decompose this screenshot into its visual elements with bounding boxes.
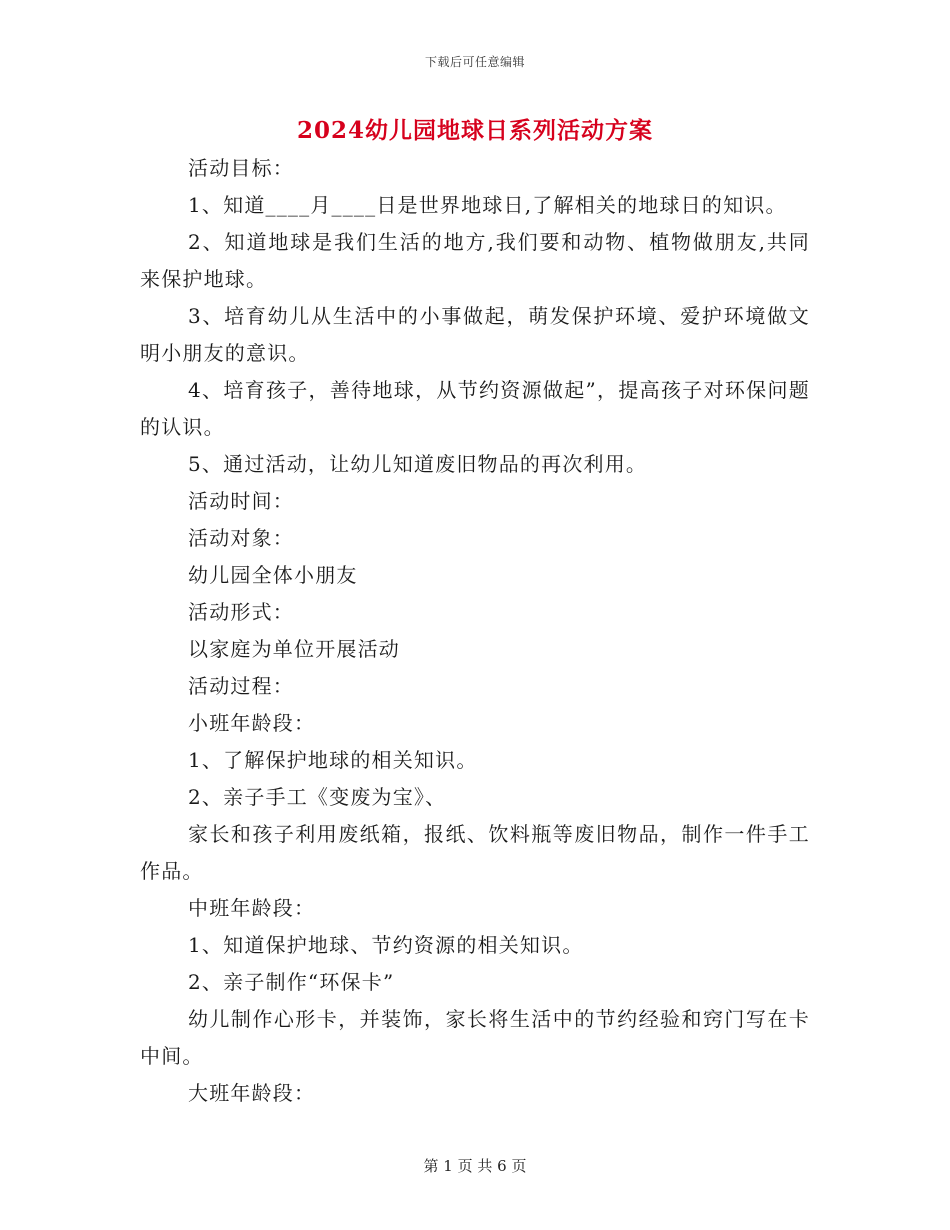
paragraph: 家长和孩子利用废纸箱，报纸、饮料瓶等废旧物品，制作一件手工作品。 xyxy=(140,822,810,883)
paragraph: 小班年龄段： xyxy=(188,711,316,735)
paragraph: 4、培育孩子，善待地球，从节约资源做起”，提高孩子对环保问题的认识。 xyxy=(140,378,810,439)
paragraph: 5、通过活动，让幼儿知道废旧物品的再次利用。 xyxy=(188,452,648,476)
paragraph: 2、知道地球是我们生活的地方,我们要和动物、植物做朋友,共同来保护地球。 xyxy=(140,230,810,291)
paragraph: 1、知道保护地球、节约资源的相关知识。 xyxy=(188,933,584,957)
paragraph: 活动过程： xyxy=(188,674,294,698)
document-body xyxy=(140,150,810,1112)
paragraph: 大班年龄段： xyxy=(188,1081,316,1105)
paragraph: 幼儿园全体小朋友 xyxy=(188,563,358,587)
paragraph: 2、亲子制作“环保卡” xyxy=(188,970,395,994)
paragraph: 2、亲子手工《变废为宝》、 xyxy=(188,785,447,809)
page-footer: 第 1 页 共 6 页 xyxy=(423,1157,527,1175)
paragraph: 以家庭为单位开展活动 xyxy=(188,637,400,661)
paragraph: 3、培育幼儿从生活中的小事做起，萌发保护环境、爱护环境做文明小朋友的意识。 xyxy=(140,304,810,365)
paragraph: 活动对象： xyxy=(188,526,294,550)
paragraph: 中班年龄段： xyxy=(188,896,316,920)
document-title: 2024幼儿园地球日系列活动方案 xyxy=(296,117,653,144)
paragraph: 幼儿制作心形卡，并装饰，家长将生活中的节约经验和窍门写在卡中间。 xyxy=(140,1007,810,1068)
paragraph: 1、了解保护地球的相关知识。 xyxy=(188,748,478,772)
header-note: 下载后可任意编辑 xyxy=(424,55,525,69)
paragraph: 活动时间： xyxy=(188,489,294,513)
paragraph: 1、知道____月____日是世界地球日,了解相关的地球日的知识。 xyxy=(188,193,787,217)
paragraph: 活动形式： xyxy=(188,600,294,624)
paragraph: 活动目标： xyxy=(188,156,294,180)
